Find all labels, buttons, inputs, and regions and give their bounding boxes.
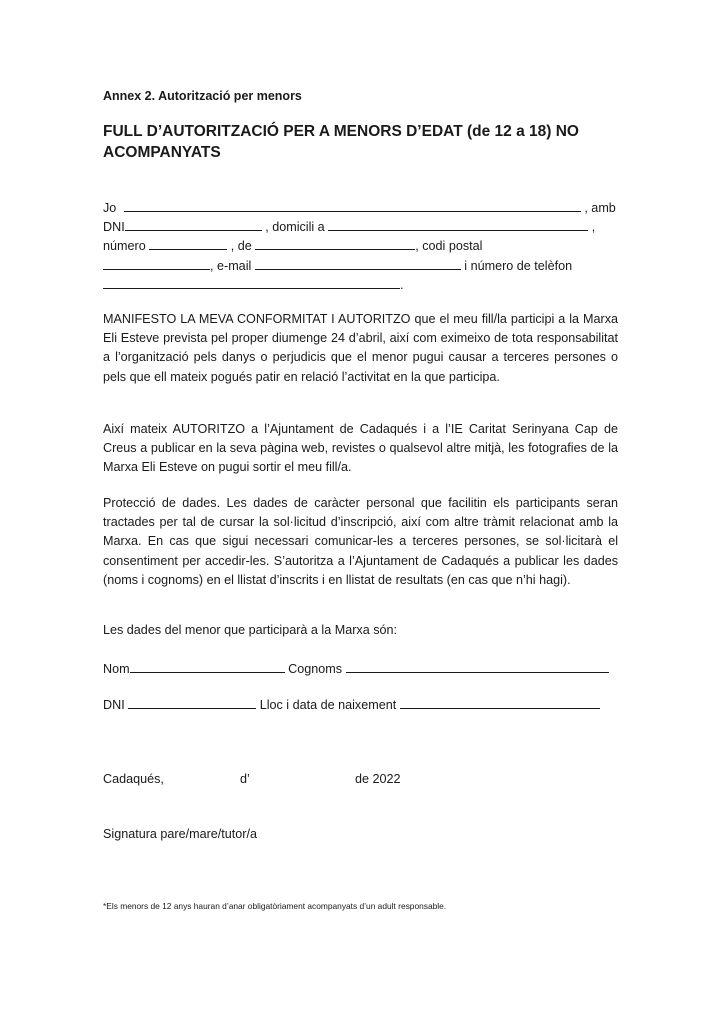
image-rights-paragraph: Així mateix AUTORITZO a l’Ajuntament de Cadaqués i a l’IE Caritat Serinyana Cap de Creus a publicar en la seva pàgina web, revistes o qualsevol altre mitjà, les fotografies de la Marxa Eli Esteve on pugui sortir el meu fill/a.	[103, 422, 618, 475]
minor-form-row-2: DNI Lloc i data de naixement	[103, 696, 618, 715]
guardian-postal-code-field[interactable]	[103, 257, 210, 270]
minor-form-row-1: Nom Cognoms	[103, 660, 618, 679]
signature-label: Signatura pare/mare/tutor/a	[103, 827, 258, 841]
authorization-paragraph: MANIFESTO LA MEVA CONFORMITAT I AUTORITZO que el meu fill/la participi a la Marxa Eli Esteve prevista pel proper diumenge 24 d’abril, així com eximeixo de tota responsabilitat a l’organització pels danys o perjudicis que el menor pugui causar a terceres persones o pels que ell mateix pogués patir en relació l’activitat en la que participa.	[103, 312, 618, 384]
minor-intro: Les dades del menor que participarà a la Marxa són:	[103, 623, 398, 637]
guardian-form	[103, 199, 618, 295]
guardian-row-2: DNI , domicili a ,	[103, 220, 596, 235]
annex-heading: Annex 2. Autorització per menors	[103, 89, 302, 103]
guardian-dni-field[interactable]	[125, 218, 262, 231]
guardian-row-1: Jo , amb	[103, 201, 616, 215]
minor-birth-field[interactable]	[400, 696, 600, 709]
guardian-phone-field[interactable]	[103, 276, 400, 289]
guardian-row-5: .	[103, 276, 618, 295]
guardian-email-field[interactable]	[255, 257, 461, 270]
minor-name-field[interactable]	[130, 660, 285, 673]
page-title: FULL D’AUTORITZACIÓ PER A MENORS D’EDAT (de 12 a 18) NO ACOMPANYATS	[103, 123, 579, 161]
guardian-name-field[interactable]	[124, 199, 581, 212]
minor-dni-field[interactable]	[128, 696, 256, 709]
minor-surname-field[interactable]	[346, 660, 609, 673]
date-line: Cadaqués, d’ de 2022	[103, 772, 401, 786]
guardian-row-3: número , de , codi postal	[103, 239, 483, 254]
guardian-number-field[interactable]	[149, 237, 227, 250]
guardian-row-4: , e-mail i número de telèfon	[103, 257, 618, 276]
data-protection-paragraph: Protecció de dades. Les dades de caràcter personal que facilitin els participants seran tractades per tal de cursar la sol·licitud d’inscripció, així com altre tràmit relacionat amb la Marxa. En cas que sigui necessari comunicar-les a terceres persones, se sol·licitarà el consentiment per accedir-les. S’autoritza a l’Ajuntament de Cadaqués a publicar les dades (noms i cognoms) en el llistat d’inscrits i en llistat de resultats (en cas que n’hi hagi).	[103, 496, 618, 587]
guardian-address-field[interactable]	[328, 218, 588, 231]
guardian-town-field[interactable]	[255, 237, 415, 250]
footnote: *Els menors de 12 anys hauran d’anar obligatòriament acompanyats d’un adult responsable.	[103, 901, 447, 911]
